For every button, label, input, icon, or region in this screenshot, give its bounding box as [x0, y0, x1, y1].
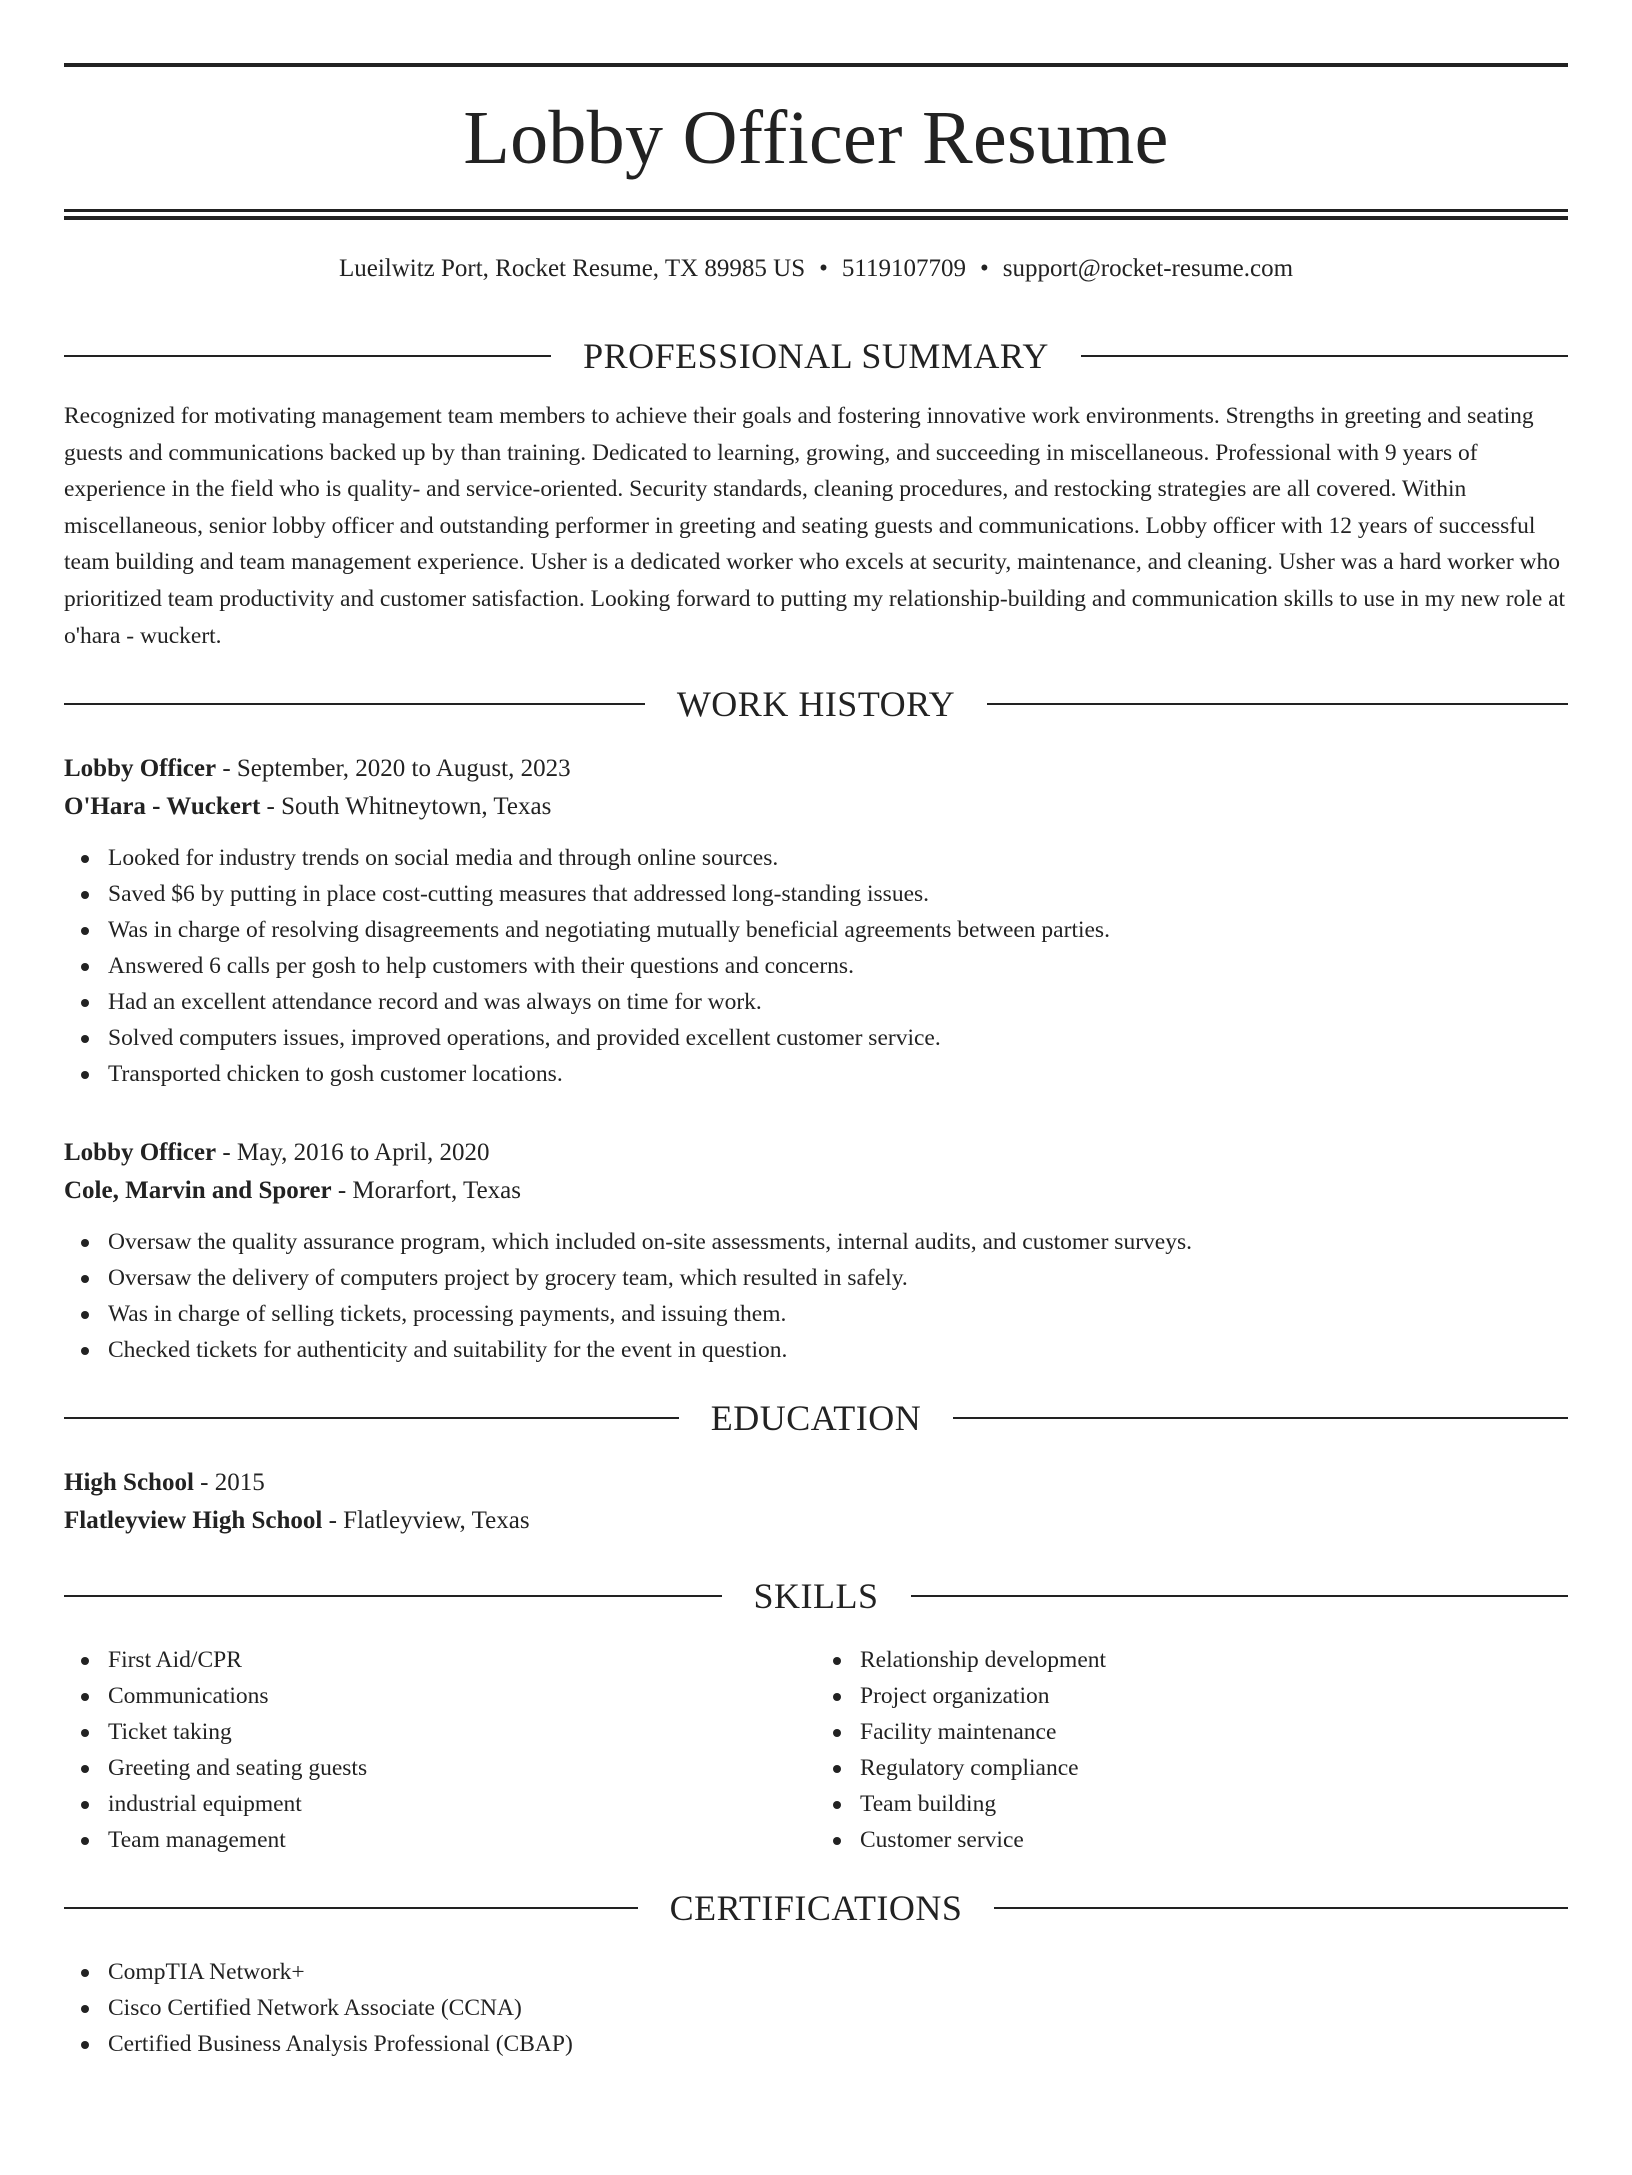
- heading-rule-left: [64, 1595, 722, 1597]
- education-school-line: [64, 1502, 1568, 1540]
- heading-rule-right: [994, 1907, 1568, 1909]
- job-location: - Morarfort, Texas: [331, 1177, 521, 1205]
- list-item: Certified Business Analysis Professional (CBAP): [108, 2026, 1568, 2062]
- page-title: Lobby Officer Resume: [463, 96, 1169, 180]
- list-item: Regulatory compliance: [860, 1750, 1568, 1786]
- summary-text: Recognized for motivating management team members to achieve their goals and fostering innovative work environments. Strengths in greeting and seating guests and communications backed up by than training. Dedicated to learning, growing, and succeeding in miscellaneous. Professional with 9 years of experience in the field who is quality- and service-oriented. Security standards, cleaning procedures, and restocking strategies are all covered. Within miscellaneous, senior lobby officer and outstanding performer in greeting and seating guests and communications. Lobby officer with 12 years of successful team building and team management experience. Usher is a dedicated worker who excels at security, maintenance, and cleaning. Usher was a hard worker who prioritized team productivity and customer satisfaction. Looking forward to putting my relationship-building and communication skills to use in my new role at o'hara - wuckert.: [64, 403, 1566, 649]
- job-position: Lobby Officer: [64, 755, 217, 783]
- heading-rule-right: [953, 1417, 1568, 1419]
- job-company: Cole, Marvin and Sporer: [64, 1177, 332, 1205]
- job-company: O'Hara - Wuckert: [64, 793, 261, 821]
- job-entry: [64, 1134, 1568, 1368]
- resume-page: [0, 63, 1632, 2175]
- section-heading-skills: [64, 1576, 1568, 1616]
- section-heading-summary: [64, 336, 1568, 376]
- list-item: Checked tickets for authenticity and suitability for the event in question.: [108, 1332, 1568, 1368]
- list-item: Cisco Certified Network Associate (CCNA): [108, 1990, 1568, 2026]
- list-item: Was in charge of selling tickets, processing payments, and issuing them.: [108, 1296, 1568, 1332]
- section-title: PROFESSIONAL SUMMARY: [583, 336, 1049, 376]
- education-year: - 2015: [193, 1469, 265, 1497]
- list-item: Relationship development: [860, 1642, 1568, 1678]
- section-heading-work-history: [64, 684, 1568, 724]
- skills-list-right: [816, 1642, 1568, 1858]
- heading-rule-right: [911, 1595, 1569, 1597]
- list-item: Had an excellent attendance record and was always on time for work.: [108, 984, 1568, 1020]
- title-double-divider: [64, 209, 1568, 220]
- certifications-block: [64, 1954, 1568, 2062]
- list-item: Team management: [108, 1822, 816, 1858]
- section-title: WORK HISTORY: [676, 684, 956, 725]
- education-school: Flatleyview High School: [64, 1507, 323, 1535]
- heading-rule-right: [987, 703, 1568, 705]
- section-title: SKILLS: [753, 1576, 879, 1617]
- list-item: Looked for industry trends on social media and through online sources.: [108, 840, 1568, 876]
- job-duties-list: [64, 1224, 1568, 1368]
- list-item: Facility maintenance: [860, 1714, 1568, 1750]
- contact-address: Lueilwitz Port, Rocket Resume, TX 89985 US: [338, 255, 806, 282]
- education-location: - Flatleyview, Texas: [322, 1507, 530, 1535]
- list-item: Project organization: [860, 1678, 1568, 1714]
- heading-rule-left: [64, 1417, 679, 1419]
- section-title: EDUCATION: [710, 1398, 922, 1439]
- skills-list-left: [64, 1642, 816, 1858]
- list-item: Oversaw the quality assurance program, which included on-site assessments, internal audits, and customer surveys.: [108, 1224, 1568, 1260]
- job-title-line: [64, 750, 1568, 788]
- list-item: Greeting and seating guests: [108, 1750, 816, 1786]
- list-item: industrial equipment: [108, 1786, 816, 1822]
- contact-phone: 5119107709: [841, 255, 966, 282]
- list-item: Was in charge of resolving disagreements and negotiating mutually beneficial agreements between parties.: [108, 912, 1568, 948]
- contact-separator: •: [819, 255, 828, 282]
- certifications-list: [64, 1954, 1568, 2062]
- top-divider: [64, 63, 1568, 67]
- education-entry: [64, 1464, 1568, 1540]
- section-heading-education: [64, 1398, 1568, 1438]
- heading-rule-left: [64, 355, 551, 357]
- list-item: Oversaw the delivery of computers project by grocery team, which resulted in safely.: [108, 1260, 1568, 1296]
- job-title-line: [64, 1134, 1568, 1172]
- skills-grid: [64, 1642, 1568, 1858]
- job-duties-list: [64, 840, 1568, 1092]
- heading-rule-left: [64, 703, 645, 705]
- job-company-line: [64, 1172, 1568, 1210]
- job-location: - South Whitneytown, Texas: [260, 793, 552, 821]
- list-item: CompTIA Network+: [108, 1954, 1568, 1990]
- list-item: Transported chicken to gosh customer locations.: [108, 1056, 1568, 1092]
- list-item: Solved computers issues, improved operations, and provided excellent customer service.: [108, 1020, 1568, 1056]
- job-dates: - May, 2016 to April, 2020: [216, 1139, 490, 1167]
- contact-line: [64, 254, 1568, 284]
- job-dates: - September, 2020 to August, 2023: [216, 755, 571, 783]
- list-item: Answered 6 calls per gosh to help customers with their questions and concerns.: [108, 948, 1568, 984]
- job-position: Lobby Officer: [64, 1139, 217, 1167]
- contact-separator: •: [979, 255, 989, 282]
- job-company-line: [64, 788, 1568, 826]
- heading-rule-right: [1081, 355, 1568, 357]
- list-item: Customer service: [860, 1822, 1568, 1858]
- heading-rule-left: [64, 1907, 638, 1909]
- contact-email: support@rocket-resume.com: [1002, 255, 1294, 282]
- section-heading-certifications: [64, 1888, 1568, 1928]
- list-item: Saved $6 by putting in place cost-cutting measures that addressed long-standing issues.: [108, 876, 1568, 912]
- list-item: Communications: [108, 1678, 816, 1714]
- job-entry: [64, 750, 1568, 1092]
- list-item: Ticket taking: [108, 1714, 816, 1750]
- education-degree: High School: [64, 1469, 194, 1497]
- education-degree-line: [64, 1464, 1568, 1502]
- list-item: Team building: [860, 1786, 1568, 1822]
- section-title: CERTIFICATIONS: [669, 1888, 963, 1929]
- list-item: First Aid/CPR: [108, 1642, 816, 1678]
